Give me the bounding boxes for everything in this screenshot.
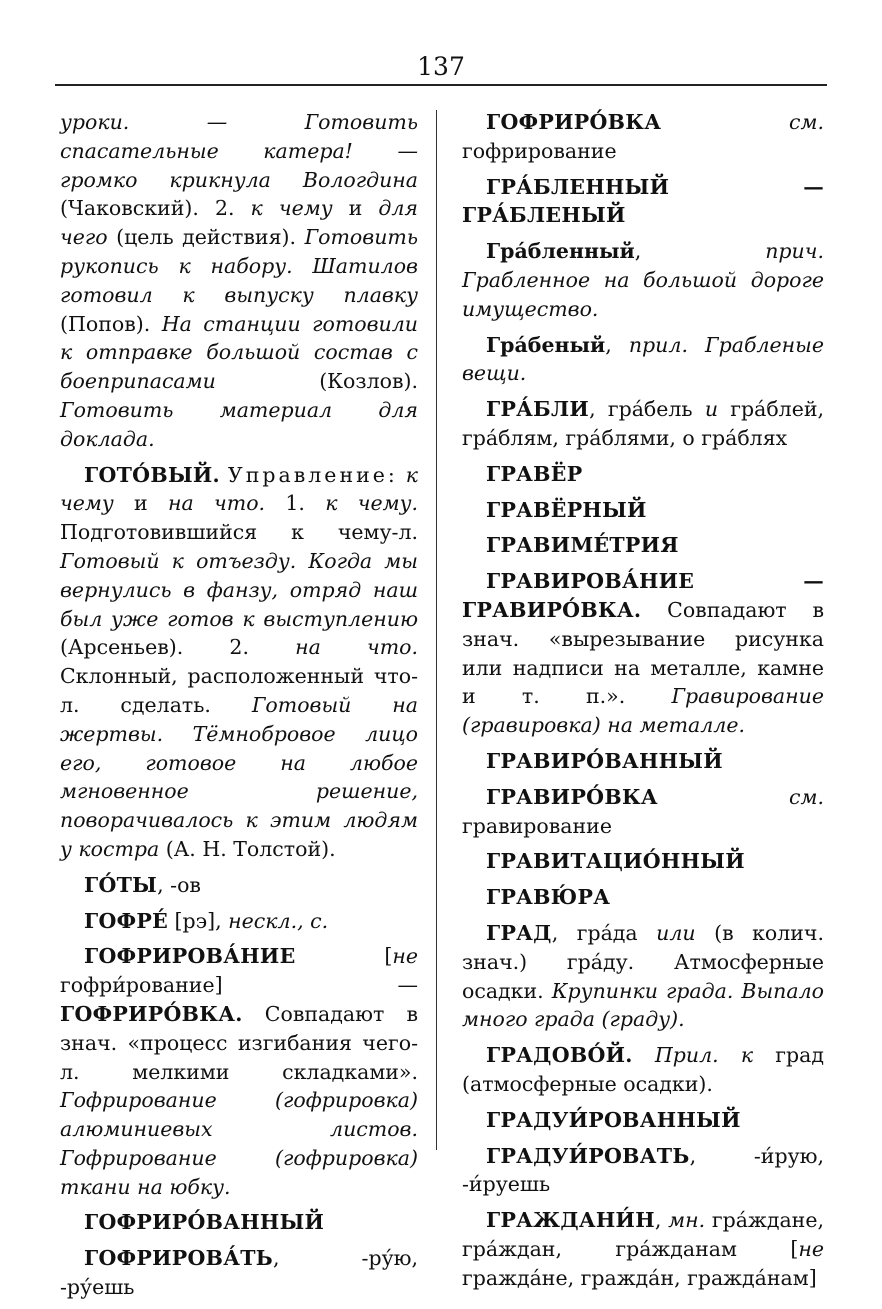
dictionary-entry: ГРА́БЛЕННЫЙ — ГРА́БЛЕНЫЙ [462, 174, 824, 228]
dictionary-entry: ГРАВЮ́РА [486, 885, 611, 910]
dictionary-entry: ГРАВЁРНЫЙ [486, 497, 647, 522]
dictionary-entry: ГРАДУИ́РОВАТЬ, -и́рую, -и́руешь [462, 1143, 824, 1197]
left-column [60, 108, 418, 1309]
dictionary-entry: ГРАВИРО́ВАННЫЙ [486, 748, 723, 773]
dictionary-entry: ГРАДОВО́Й. Прил. к град (атмосферные осадки). [462, 1043, 824, 1096]
dictionary-entry: ГРАВЁР [486, 461, 583, 486]
header-rule [55, 84, 827, 86]
dictionary-entry: ГРАД, гра́да или (в колич. знач.) гра́ду. Атмосферные осадки. Крупинки града. Выпало много града (граду). [462, 920, 825, 1032]
dictionary-entry: Гра́беный, прил. Грабленые вещи. [462, 332, 824, 386]
dictionary-entry: ГРАВИРО́ВКА см. гравирование [462, 784, 824, 838]
dictionary-entry: ГОФРИРО́ВКА см. гофрирование [462, 110, 824, 163]
dictionary-entry: ГРАЖДАНИ́Н, мн. гра́ждане, гра́ждан, гра́жданам [не гражда́не, гражда́н, гражда́нам] [462, 1208, 824, 1290]
dictionary-entry: ГОФРИРО́ВАННЫЙ [84, 1210, 325, 1235]
dictionary-entry: ГРАВИРОВА́НИЕ — ГРАВИРО́ВКА. Совпадают в знач. «вырезывание рисунка или надписи на металле, камне и т. п.». Гравирование (гравировка) на металле. [462, 569, 824, 738]
dictionary-entry: ГРАДУИ́РОВАННЫЙ [486, 1107, 741, 1132]
dictionary-entry: ГОТО́ВЫЙ. Управление: к чему и на что. 1. к чему. Подготовившийся к чему-л. Готовый к отъезду. Когда мы вернулись в фанзу, отряд наш был уже готов к выступлению (Арсеньев). 2. на что. Склонный, расположенный что-л. сделать. Готовый на жертвы. Тёмнобровое лицо его, готовое на любое мгновенное решение, поворачивалось к этим людям у костра (А. Н. Толстой). [60, 462, 418, 861]
page-number: 137 [417, 52, 465, 81]
dictionary-entry: ГОФРЕ́ [рэ], нескл., с. [84, 908, 329, 933]
dictionary-entry: уроки. — Готовить спасательные катера! — громко крикнула Вологдина (Чаковский). 2. к чему и для чего (цель действия). Готовить рукопись к набору. Шатилов готовил к выпуску плавку (Попов). На станции готовили к отправке большой состав с боеприпасами (Козлов). Готовить материал для доклада. [60, 110, 418, 451]
dictionary-entry: ГРАВИТАЦИО́ННЫЙ [486, 849, 745, 874]
dictionary-entry: ГРАВИМЕ́ТРИЯ [486, 533, 679, 558]
dictionary-entry: ГРА́БЛИ, гра́бель и гра́блей, гра́блям, гра́блями, о гра́блях [462, 397, 825, 450]
right-column [462, 108, 824, 1299]
dictionary-entry: ГО́ТЫ, -ов [84, 872, 201, 897]
dictionary-entry: ГОФРИРОВА́ТЬ, -ру́ю, -ру́ешь [60, 1246, 418, 1300]
column-divider [436, 110, 437, 1150]
dictionary-entry: ГОФРИРОВА́НИЕ [не гофри́рование] — ГОФРИРО́ВКА. Совпадают в знач. «процесс изгибания чего-л. мелкими складками». Гофрирование (гофрировка) алюминиевых листов. Гофрирование (гофрировка) ткани на юбку. [60, 944, 418, 1199]
dictionary-entry: Гра́бленный, прич. Грабленное на большой дороге имущество. [462, 239, 824, 321]
